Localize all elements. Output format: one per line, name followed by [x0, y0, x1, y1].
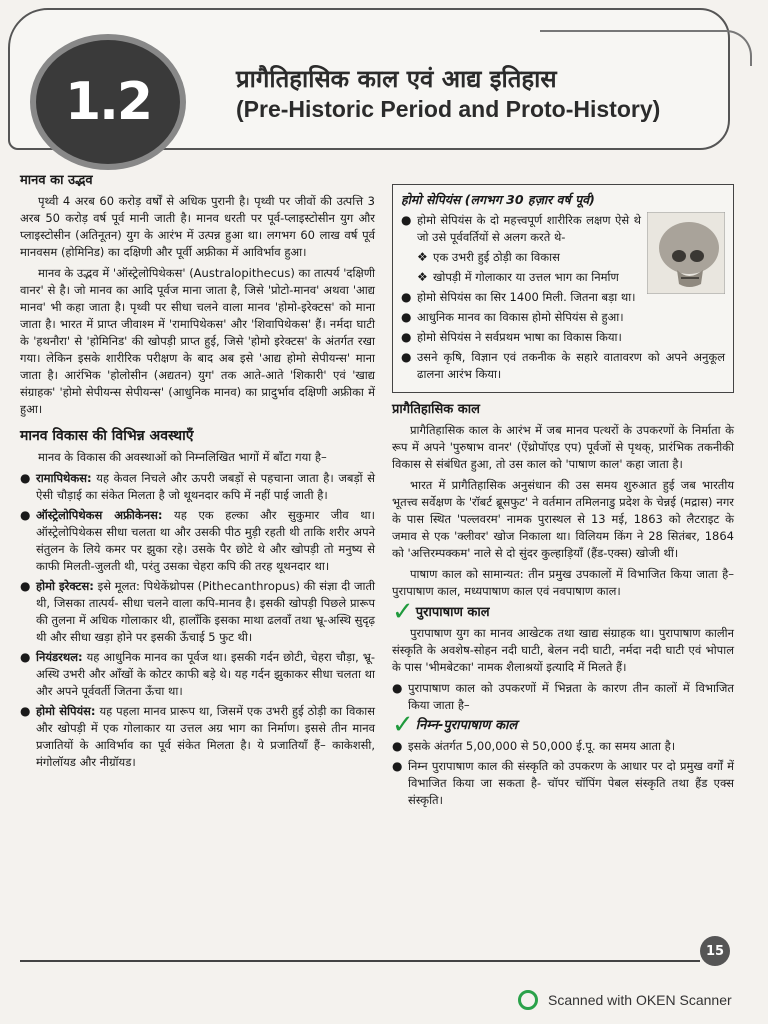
scanner-watermark: [518, 990, 732, 1010]
checkmark-icon: ✓: [392, 597, 414, 627]
stage-text: यह केवल निचले और ऊपरी जबड़ों से पहचाना जाता है। जबड़ों से ऐसी चौड़ाई का संकेत मिलता है जो थूथनदार कपि में नहीं पाई जाती है।: [36, 471, 375, 502]
chapter-number-badge: 1.2: [30, 34, 186, 170]
stages-intro: मानव के विकास की अवस्थाओं को निम्नलिखित भागों में बाँटा गया है–: [38, 450, 327, 464]
list-item: [20, 703, 375, 771]
list-item: [20, 649, 375, 700]
list-item: ● आधुनिक मानव का विकास होमो सेपियंस से हुआ।: [401, 310, 624, 324]
paleolithic-paragraph: पुरापाषाण युग का मानव आखेटक तथा खाद्य संग्राहक था। पुरापाषाण कालीन संस्कृति के अवशेष-सोहन नदी घाटी, बेलन नदी घाटी, नर्मदा नदी घाटी एवं भोपाल के पास 'भीमबेटका' नामक शैलाश्रयों इत्यादि में मिलते हैं।: [392, 626, 734, 674]
bullet-icon: ●: [20, 704, 31, 718]
list-item: ● होमो सेपियंस के दो महत्त्वपूर्ण शारीरिक लक्षण ऐसे थे जो उसे पूर्ववर्तियों से अलग करते थे-: [401, 213, 641, 244]
page-number: 15: [700, 936, 730, 966]
diamond-bullet-icon: ❖: [417, 270, 428, 284]
list-item: ❖ एक उभरी हुई ठोड़ी का विकास: [417, 250, 560, 264]
lower-paleolithic-heading: ✓ निम्न-पुरापाषाण काल: [392, 710, 518, 740]
bullet-icon: ●: [401, 213, 412, 227]
origin-heading: मानव का उद्भव: [20, 173, 93, 188]
checkmark-icon: ✓: [392, 710, 414, 740]
stage-term: होमो इरेक्टस:: [36, 579, 94, 593]
scanner-logo-icon: [518, 990, 538, 1010]
bullet-icon: ●: [392, 759, 403, 773]
list-item: ● इसके अंतर्गत 5,00,000 से 50,000 ई.पू. का समय आता है।: [392, 739, 676, 753]
stage-term: रामापिथेकस:: [36, 471, 92, 485]
list-item: ● होमो सेपियंस ने सर्वप्रथम भाषा का विकास किया।: [401, 330, 622, 344]
paleolithic-heading: ✓ पुरापाषाण काल: [392, 597, 490, 627]
left-column: [20, 172, 375, 774]
list-item: ❖ खोपड़ी में गोलाकार या उत्तल भाग का निर्माण: [417, 270, 619, 284]
stage-text: इसे मूलत: पिथेकेंथ्रोपस (Pithecanthropus) की संज्ञा दी जाती थी, जिसका तात्पर्य- सीधा चलने वाला कपि-मानव है। इसकी खोपड़ी पिछले प्रारूप की तुलना में अधिक गोलाकार थी, हालाँकि इसका माथा ढलवाँ तथा भ्रू-अस्थि सुदृढ़ थी और सीधा खड़ा होने पर इसकी ऊँचाई 5 फुट थी।: [36, 579, 375, 644]
stage-text: यह आधुनिक मानव का पूर्वज था। इसकी गर्दन छोटी, चेहरा चौड़ा, भ्रू-अस्थि उभरी और आँखों के कोटर काफी बड़े थे। यह गर्दन झुकाकर सीधा चलता था और अपने पूर्ववर्ती जितना ऊँचा था।: [36, 650, 375, 698]
stages-heading: मानव विकास की विभिन्न अवस्थाएँ: [20, 428, 194, 444]
origin-paragraph-1: पृथ्वी 4 अरब 60 करोड़ वर्षों से अधिक पुरानी है। पृथ्वी पर जीवों की उत्पत्ति 3 अरब 50 करोड़ वर्ष पूर्व मानी जाती है। मानव धरती पर पूर्व-प्लाइस्टोसीन युग और प्लाइस्टोसीन (अतिनूतन) युग के आरंभ में उत्पन्न हुआ था। लगभग 60 लाख वर्ष पूर्व मानवसम (होमिनिड) का दक्षिणी और पूर्वी अफ्रीका में आविर्भाव हुआ।: [20, 194, 375, 259]
box-title: होमो सेपियंस (लगभग 30 हज़ार वर्ष पूर्व): [401, 192, 595, 207]
list-item: ● उसने कृषि, विज्ञान एवं तकनीक के सहारे वातावरण को अपने अनुकूल ढालना आरंभ किया।: [401, 350, 725, 381]
list-item: ● निम्न पुरापाषाण काल की संस्कृति को उपकरण के आधार पर दो प्रमुख वर्गों में विभाजित किया जा सकता है- चॉपर चॉपिंग पेबल संस्कृति तथा हैंड एक्स संस्कृति।: [392, 759, 734, 807]
stage-term: नियंडरथल:: [36, 650, 83, 664]
list-item: ● होमो सेपियंस का सिर 1400 मिली. जितना बड़ा था।: [401, 290, 636, 304]
list-item: [20, 578, 375, 646]
prehistoric-heading: प्रागैतिहासिक काल: [392, 402, 480, 417]
bullet-icon: ●: [20, 471, 31, 485]
bullet-icon: ●: [20, 650, 31, 664]
stage-term: होमो सेपियंस:: [36, 704, 96, 718]
chapter-title-hindi: प्रागैतिहासिक काल एवं आद्य इतिहास: [236, 65, 557, 93]
right-column: [392, 184, 734, 812]
bullet-icon: ●: [20, 579, 31, 593]
list-item: [20, 507, 375, 575]
diamond-bullet-icon: ❖: [417, 250, 428, 264]
list-item: [20, 470, 375, 504]
origin-paragraph-2: मानव के उद्भव में 'ऑस्ट्रेलोपिथेकस' (Australopithecus) का तात्पर्य 'दक्षिणी वानर' से है। जो मानव का आदि पूर्वज माना जाता है, जिसे 'प्रोटो-मानव' अथवा 'आद्य मानव' भी कहा जाता है। पृथ्वी पर सीधा चलने वाला मानव 'होमो-इरेक्टस' को माना जाता है। भारत में प्राप्त जीवाश्म में 'रामापिथेकस' और 'शिवापिथेकस' हैं। नर्मदा घाटी के 'हथनौरा' से 'होमिनिड' की खोपड़ी प्राप्त हुई, जिसे 'होमो इरेक्टस' के अंतर्गत रखा गया। लेकिन इसके शारीरिक परीक्षण के बाद अब इसे 'आद्य होमो सेपीयन्स' माना जाता है। आरंभिक 'होलोसीन (अद्यतन) युग' तक आते-आते 'शिकारी' एवं 'खाद्य संग्राहक' 'होमो सेपीयन्स सेपीयन्स' (आधुनिक मानव) का प्रादुर्भाव दक्षिणी अफ्रीका में हुआ।: [20, 266, 375, 416]
prehistoric-paragraph-3: पाषाण काल को सामान्यत: तीन प्रमुख उपकालों में विभाजित किया जाता है– पुरापाषाण काल, मध्यपाषाण काल एवं नवपाषाण काल।: [392, 567, 734, 598]
bullet-icon: ●: [401, 350, 412, 364]
homo-sapiens-box: [392, 184, 734, 393]
bullet-icon: ●: [392, 739, 403, 753]
list-item: ● पुरापाषाण काल को उपकरणों में भिन्नता के कारण तीन कालों में विभाजित किया जाता है–: [392, 681, 734, 712]
prehistoric-paragraph-1: प्रागैतिहासिक काल के आरंभ में जब मानव पत्थरों के उपकरणों के निर्माता के रूप में अपने 'पुरुषाभ वानर' (ऐंथ्रोपॉएड एप) पूर्वजों से पृथक्, प्रारंभिक तकनीकी विकास से संबंधित हुआ, तो उस काल को 'पाषाण काल' कहा जाता है।: [392, 423, 734, 471]
bullet-icon: ●: [401, 330, 412, 344]
chapter-title-english: (Pre-Historic Period and Proto-History): [236, 96, 661, 122]
prehistoric-paragraph-2: भारत में प्रागैतिहासिक अनुसंधान की उस समय शुरुआत हुई जब भारतीय भूतत्त्व सर्वेक्षण के 'रॉबर्ट ब्रूसफुट' ने वर्तमान तमिलनाडु प्रदेश के चेन्नई (मद्रास) नगर के पास स्थित 'पल्लवरम' नामक पुरास्थल से 13 मई, 1863 को लैटराइट के जमाव से एक 'क्लीवर' खोज निकाला था। विलियम किंग ने 28 सितंबर, 1864 को 'अत्तिरम्पक्कम' नाले से दो सुंदर कुल्हाड़ियाँ (हैंड-एक्स) खोजी थीं।: [392, 478, 734, 560]
bullet-icon: ●: [401, 310, 412, 324]
stage-text: यह पहला मानव प्रारूप था, जिसमें एक उभरी हुई ठोड़ी का विकास और खोपड़ी में एक गोलाकार या उत्तल अग्र भाग का निर्माण। इससे तीन मानव प्रजातियों के आविर्भाव का पूर्व संकेत मिलता है। ये प्रजातियाँ हैं– काकेशसी, मंगोलॉयड और नीग्रॉयड।: [36, 704, 375, 769]
footer-rule: [20, 960, 700, 962]
stage-term: ऑस्ट्रेलोपिथेकस अफ्रीकेनस:: [36, 508, 163, 522]
stage-text: यह एक हल्का और सुकुमार जीव था। ऑस्ट्रेलोपिथेकस सीधा चलता था और उसकी पीठ मुड़ी रहती थी ताकि शरीर अपने संतुलन के लिये कमर पर झुका रहे। उसके पैर छोटे थे और खोपड़ी तो मनुष्य से काफी मिलती-जुलती थी, परंतु उसका चेहरा कपि की तरह थूथनदार था।: [36, 508, 375, 573]
bullet-icon: ●: [392, 681, 403, 695]
scanner-text: Scanned with OKEN Scanner: [548, 992, 732, 1008]
stages-list: [20, 470, 375, 771]
bullet-icon: ●: [401, 290, 412, 304]
bullet-icon: ●: [20, 508, 31, 522]
header-tab-decoration: [540, 30, 752, 66]
